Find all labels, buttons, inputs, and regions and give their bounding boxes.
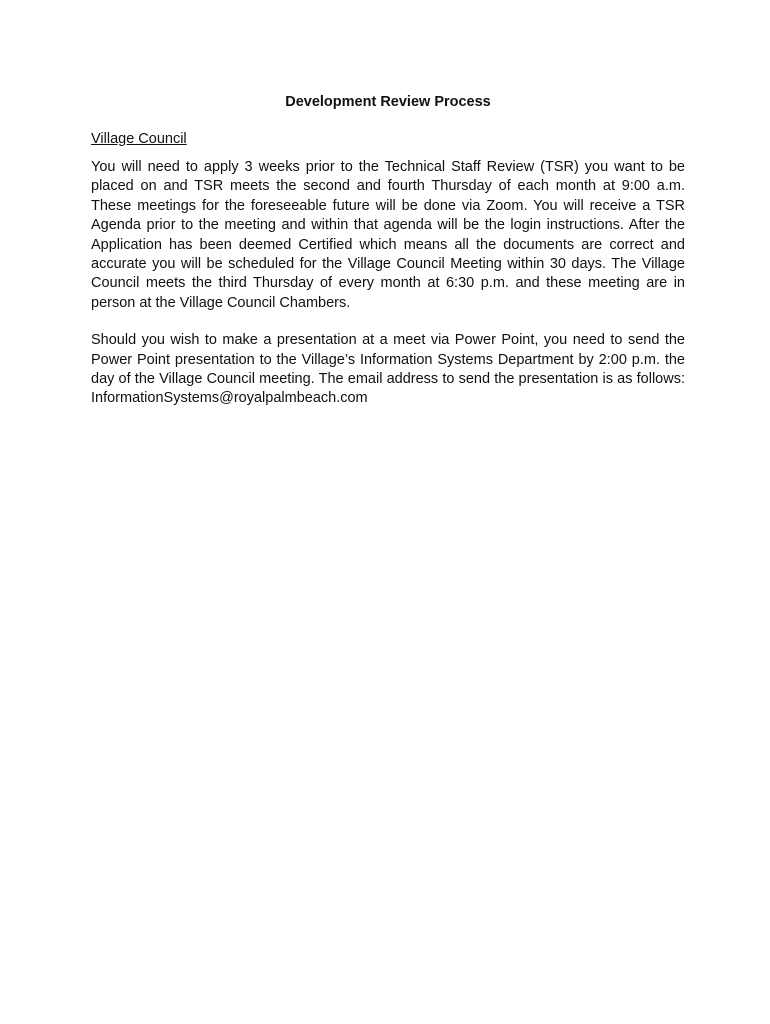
paragraph-presentation-instructions: Should you wish to make a presentation at a meet via Power Point, you need to send the Power Point presentation to the Village’s Information Systems Department by 2:00 p.m. the day of the Village Council meeting. The email address to send the presentation is as follows: InformationSystems@royalpalmbeach.com xyxy=(91,332,685,407)
paragraph-application-process: You will need to apply 3 weeks prior to the Technical Staff Review (TSR) you want to be placed on and TSR meets the second and fourth Thursday of each month at 9:00 a.m. These meetings for the foreseeable future will be done via Zoom. You will receive a TSR Agenda prior to the meeting and within that agenda will be the login instructions. After the Application has been deemed Certified which means all the documents are correct and accurate you will be scheduled for the Village Council Meeting within 30 days. The Village Council meets the third Thursday of every month at 6:30 p.m. and these meeting are in person at the Village Council Chambers. xyxy=(91,159,685,311)
document-title: Development Review Process xyxy=(285,94,491,110)
section-heading-village-council: Village Council xyxy=(91,131,187,147)
document-body xyxy=(91,93,685,409)
